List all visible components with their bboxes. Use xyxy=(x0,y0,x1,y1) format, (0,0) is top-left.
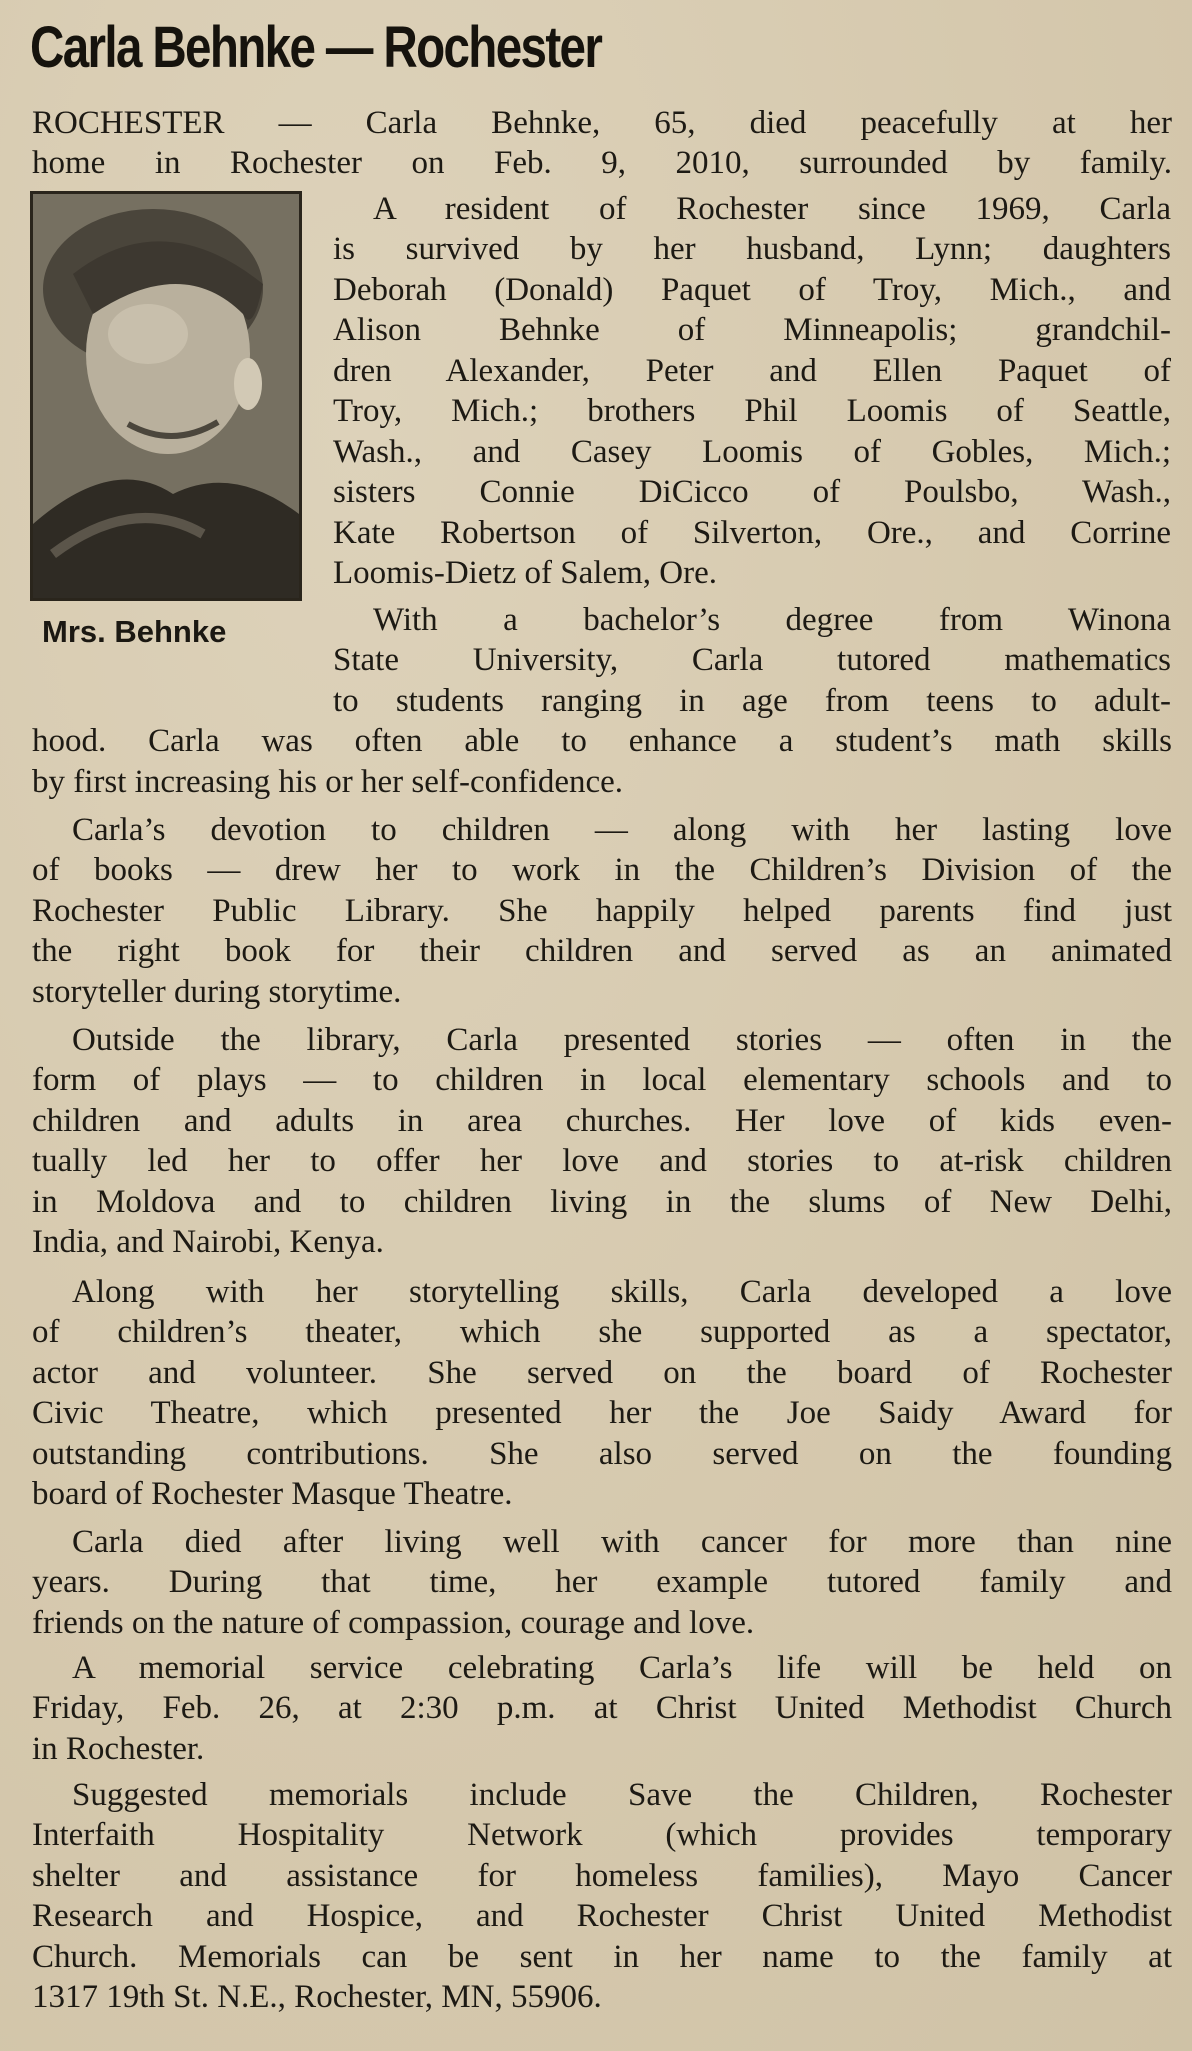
text-line: 1317 19th St. N.E., Rochester, MN, 55906. xyxy=(32,1979,602,2015)
text-line: India, and Nairobi, Kenya. xyxy=(32,1224,384,1260)
text-line: Carla’s devotion to children — along with her lasting love xyxy=(72,812,1172,848)
text-line: is survived by her husband, Lynn; daughters xyxy=(333,231,1171,267)
text-line: Civic Theatre, which presented her the Joe Saidy Award for xyxy=(32,1395,1172,1431)
photo-caption: Mrs. Behnke xyxy=(42,614,227,649)
text-line: home in Rochester on Feb. 9, 2010, surrounded by family. xyxy=(32,145,1172,181)
text-line: hood. Carla was often able to enhance a student’s math skills xyxy=(32,723,1172,759)
text-line: form of plays — to children in local elementary schools and to xyxy=(32,1062,1172,1098)
text-line: actor and volunteer. She served on the board of Rochester xyxy=(32,1355,1172,1391)
text-line: the right book for their children and served as an animated xyxy=(32,933,1172,969)
portrait-image xyxy=(33,194,299,598)
text-line: dren Alexander, Peter and Ellen Paquet of xyxy=(333,353,1171,389)
text-line: Alison Behnke of Minneapolis; grandchil- xyxy=(333,312,1171,348)
text-line: Outside the library, Carla presented stories — often in the xyxy=(72,1022,1172,1058)
text-line: Friday, Feb. 26, at 2:30 p.m. at Christ United Methodist Church xyxy=(32,1690,1172,1726)
text-line: ROCHESTER — Carla Behnke, 65, died peacefully at her xyxy=(32,105,1172,141)
text-line: tually led her to offer her love and stories to at-risk children xyxy=(32,1143,1172,1179)
text-line: Research and Hospice, and Rochester Christ United Methodist xyxy=(32,1898,1172,1934)
text-line: Carla died after living well with cancer for more than nine xyxy=(72,1524,1172,1560)
text-line: children and adults in area churches. Her love of kids even- xyxy=(32,1103,1172,1139)
text-line: Interfaith Hospitality Network (which provides temporary xyxy=(32,1817,1172,1853)
text-line: friends on the nature of compassion, courage and love. xyxy=(32,1605,755,1641)
text-line: board of Rochester Masque Theatre. xyxy=(32,1476,513,1512)
text-line: Loomis-Dietz of Salem, Ore. xyxy=(333,555,717,591)
text-line: A memorial service celebrating Carla’s life will be held on xyxy=(72,1650,1172,1686)
text-line: With a bachelor’s degree from Winona xyxy=(373,602,1171,638)
text-line: in Rochester. xyxy=(32,1731,205,1767)
text-line: of children’s theater, which she supported as a spectator, xyxy=(32,1314,1172,1350)
text-line: Wash., and Casey Loomis of Gobles, Mich.; xyxy=(333,434,1171,470)
text-line: Along with her storytelling skills, Carla developed a love xyxy=(72,1274,1172,1310)
text-line: A resident of Rochester since 1969, Carla xyxy=(373,191,1171,227)
text-line: outstanding contributions. She also served on the founding xyxy=(32,1436,1172,1472)
text-line: State University, Carla tutored mathematics xyxy=(333,642,1171,678)
text-line: shelter and assistance for homeless families), Mayo Cancer xyxy=(32,1858,1172,1894)
text-line: Suggested memorials include Save the Children, Rochester xyxy=(72,1777,1172,1813)
text-line: to students ranging in age from teens to adult- xyxy=(333,683,1171,719)
portrait-photo xyxy=(30,191,302,601)
text-line: Kate Robertson of Silverton, Ore., and Corrine xyxy=(333,515,1171,551)
headline: Carla Behnke — Rochester xyxy=(30,15,602,80)
text-line: by first increasing his or her self-confidence. xyxy=(32,764,624,800)
text-line: Rochester Public Library. She happily helped parents find just xyxy=(32,893,1172,929)
text-line: Deborah (Donald) Paquet of Troy, Mich., and xyxy=(333,272,1171,308)
text-line: of books — drew her to work in the Children’s Division of the xyxy=(32,852,1172,888)
text-line: in Moldova and to children living in the slums of New Delhi, xyxy=(32,1184,1172,1220)
text-line: storyteller during storytime. xyxy=(32,974,402,1010)
text-line: years. During that time, her example tutored family and xyxy=(32,1564,1172,1600)
text-line: Troy, Mich.; brothers Phil Loomis of Seattle, xyxy=(333,393,1171,429)
text-line: sisters Connie DiCicco of Poulsbo, Wash., xyxy=(333,474,1171,510)
text-line: Church. Memorials can be sent in her name to the family at xyxy=(32,1939,1172,1975)
